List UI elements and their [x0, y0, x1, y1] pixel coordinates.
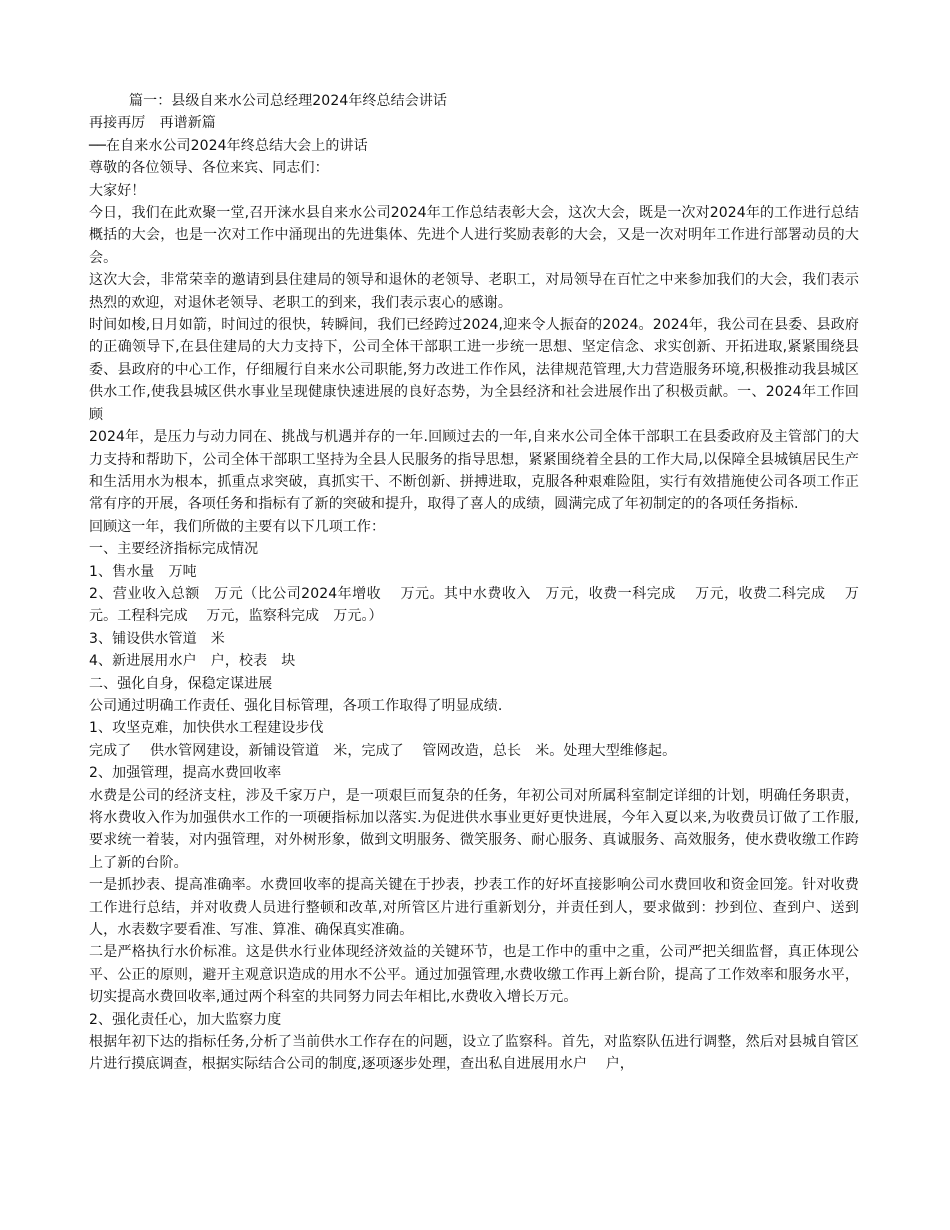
paragraph-construction: 完成了 供水管网建设，新铺设管道 米，完成了 管网改造，总长 米。处理大型维修起。 — [89, 742, 677, 759]
list-item-pipeline: 3、铺设供水管道 米 — [89, 630, 225, 647]
paragraph-achievements: 公司通过明确工作责任、强化目标管理，各项工作取得了明显成绩. — [89, 697, 503, 714]
document-title: 篇一：县级自来水公司总经理2024年终总结会讲话 — [129, 93, 448, 109]
subheading-fee-collection: 2、加强管理，提高水费回收率 — [89, 765, 282, 782]
subtitle-slogan: 再接再厉 再谱新篇 — [89, 115, 216, 132]
list-item-new-users: 4、新进展用水户 户，校表 块 — [89, 653, 296, 670]
paragraph-meter-reading: 一是抓抄表、提高准确率。水费回收率的提高关键在于抄表，抄表工作的好坏直接影响公司水费回收和资金回笼。针对收费工作进行总结，并对收费人员进行整顿和改革,对所管区片进行重新划分，并责任到人，要求做到：抄到位、查到户、送到人，水表数字要看准、写准、算准、确保真实准确。 — [89, 877, 859, 939]
salutation: 尊敬的各位领导、各位来宾、同志们： — [89, 160, 329, 177]
paragraph-price-standard: 二是严格执行水价标准。这是供水行业体现经济效益的关键环节，也是工作中的重中之重，公司严把关细监督，真正体现公平、公正的原则，避开主观意识造成的用水不公平。通过加强管理,水费收缴工作再上新台阶，提高了工作效率和服务水平，切实提高水费回收率,通过两个科室的共同努力同去年相比,水费收入增长万元。 — [89, 944, 859, 1006]
paragraph-work-intro: 回顾这一年，我们所做的主要有以下几项工作： — [89, 518, 386, 535]
subheading-supervision: 2、强化责任心，加大监察力度 — [89, 1011, 282, 1028]
subheading-construction: 1、攻坚克难，加快供水工程建设步伐 — [89, 720, 324, 737]
paragraph-opening: 今日，我们在此欢聚一堂,召开涞水县自来水公司2024年工作总结表彰大会，这次大会，既是一次对2024年的工作进行总结概括的大会，也是一次对工作中涌现出的先进集体、先进个人进行奖励表彰的大会，又是一次对明年工作进行部署动员的大会。 — [89, 205, 859, 266]
paragraph-supervision: 根据年初下达的指标任务,分析了当前供水工作存在的问题，设立了监察科。首先，对监察队伍进行调整，然后对县城自管区片进行摸底调查，根据实际结合公司的制度,逐项逐步处理，查出私自进展用水户 户， — [89, 1034, 859, 1073]
list-item-water-sales: 1、售水量 万吨 — [89, 563, 197, 580]
subtitle-occasion: ──在自来水公司2024年终总结大会上的讲话 — [89, 137, 368, 154]
paragraph-year-review: 2024年，是压力与动力同在、挑战与机遇并存的一年.回顾过去的一年,自来水公司全体干部职工在县委政府及主管部门的大力支持和帮助下，公司全体干部职工坚持为全县人民服务的指导思想，紧紧围绕着全县的工作大局,以保障全县城镇居民生产和生活用水为根本，抓重点求突破，真抓实干、不断创新、拼搏进取，克服各种艰难险阻，实行有效措施使公司各项工作正常有序的开展，各项任务和指标有了新的突破和提升，取得了喜人的成绩，圆满完成了年初制定的的各项任务指标. — [89, 429, 859, 513]
list-item-revenue: 2、营业收入总额 万元（比公司2024年增收 万元。其中水费收入 万元，收费一科完成 万元，收费二科完成 万元。工程科完成 万元，监察科完成 万元。） — [89, 585, 859, 625]
section-heading-indicators: 一、主要经济指标完成情况 — [89, 541, 259, 558]
greeting: 大家好！ — [89, 182, 146, 199]
section-heading-self-strengthening: 二、强化自身，保稳定谋进展 — [89, 675, 273, 692]
paragraph-year-summary: 时间如梭,日月如箭，时间过的很快，转瞬间，我们已经跨过2024,迎来令人振奋的2024。2024年，我公司在县委、县政府的正确领导下,在县住建局的大力支持下，公司全体干部职工进一步统一思想、坚定信念、求实创新、开拓进取,紧紧围绕县委、县政府的中心工作，仔细履行自来水公司职能,努力改进工作作风，法律规范管理,大力营造服务环境,积极推动我县城区供水工作,使我县城区供水事业呈现健康快速进展的良好态势，为全县经济和社会进展作出了积极贡献。一、2024年工作回顾 — [89, 317, 859, 423]
paragraph-fee-collection: 水费是公司的经济支柱，涉及千家万户，是一项艰巨而复杂的任务，年初公司对所属科室制定详细的计划，明确任务职责，将水费收入作为加强供水工作的一项硬指标加以落实.为促进供水事业更好更快进展，今年入夏以来,为收费员订做了工作服,要求统一着装，对内强管理，对外树形象，做到文明服务、微笑服务、耐心服务、真诚服务、高效服务，使水费收缴工作跨上了新的台阶。 — [89, 787, 859, 871]
paragraph-welcome: 这次大会，非常荣幸的邀请到县住建局的领导和退休的老领导、老职工，对局领导在百忙之中来参加我们的大会，我们表示热烈的欢迎，对退休老领导、老职工的到来，我们表示衷心的感谢。 — [89, 272, 859, 311]
document-page — [89, 90, 859, 1076]
